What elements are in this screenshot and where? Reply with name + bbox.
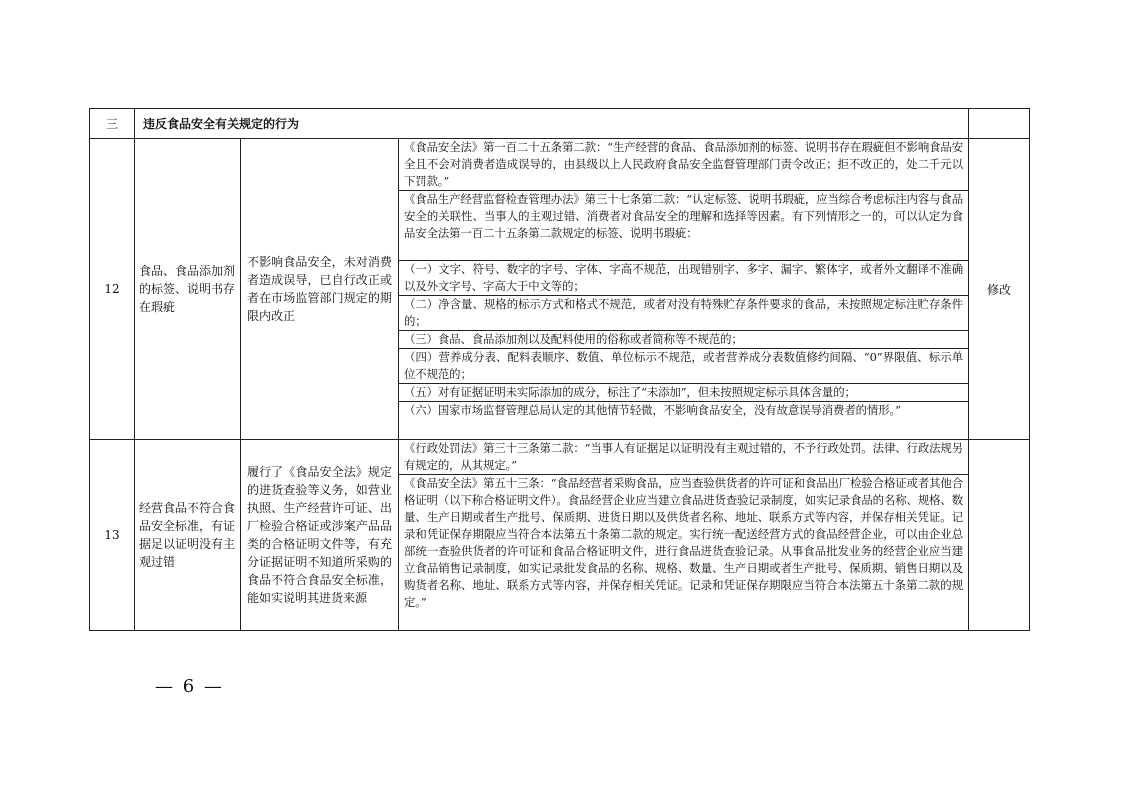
regulation-table <box>89 108 1030 631</box>
exemption-condition: 履行了《食品安全法》规定的进货查验等义务，如营业执照、生产经营许可证、出厂检验合格证或涉案产品品类的合格证明文件等，有充分证据证明不知道所采购的食品不符合食品安全标准，能如实说明其进货来源 <box>241 440 399 631</box>
section-header-row <box>90 109 1030 139</box>
operation-cell: 修改 <box>969 139 1030 440</box>
violation-act: 食品、食品添加剂的标签、说明书存在瑕疵 <box>135 139 241 440</box>
row-number: 12 <box>90 139 135 440</box>
section-op-cell <box>969 109 1030 139</box>
table-row <box>90 440 1030 631</box>
legal-basis-item: 《食品安全法》第一百二十五条第二款：“生产经营的食品、食品添加剂的标签、说明书存在瑕疵但不影响食品安全且不会对消费者造成误导的，由县级以上人民政府食品安全监督管理部门责令改正；拒不改正的，处二千元以下罚款。” <box>399 139 968 191</box>
legal-basis-item: （一）文字、符号、数字的字号、字体、字高不规范，出现错别字、多字、漏字、繁体字，或者外文翻译不准确以及外文字号、字高大于中文等的； <box>399 261 968 296</box>
legal-basis-cell <box>399 440 969 631</box>
table-row <box>90 139 1030 440</box>
row-number: 13 <box>90 440 135 631</box>
page-number: — 6 — <box>155 676 224 697</box>
legal-basis-item: 《食品生产经营监督检查管理办法》第三十七条第二款：“认定标签、说明书瑕疵，应当综合考虑标注内容与食品安全的关联性、当事人的主观过错、消费者对食品安全的理解和选择等因素。有下列情形之一的，可以认定为食品安全法第一百二十五条第二款规定的标签、说明书瑕疵： <box>399 191 968 261</box>
legal-basis-item: 《食品安全法》第五十三条：“食品经营者采购食品，应当查验供货者的许可证和食品出厂检验合格证或者其他合格证明（以下称合格证明文件）。食品经营企业应当建立食品进货查验记录制度，如实记录食品的名称、规格、数量、生产日期或者生产批号、保质期、进货日期以及供货者名称、地址、联系方式等内容，并保存相关凭证。记录和凭证保存期限应当符合本法第五十条第二款的规定。实行统一配送经营方式的食品经营企业，可以由企业总部统一查验供货者的许可证和食品合格证明文件，进行食品进货查验记录。从事食品批发业务的经营企业应当建立食品销售记录制度，如实记录批发食品的名称、规格、数量、生产日期或者生产批号、保质期、销售日期以及购货者名称、地址、联系方式等内容，并保存相关凭证。记录和凭证保存期限应当符合本法第五十条第二款的规定。” <box>404 476 964 609</box>
violation-act: 经营食品不符合食品安全标准，有证据足以证明没有主观过错 <box>135 440 241 631</box>
legal-basis-cell <box>399 139 969 440</box>
legal-basis-item: （三）食品、食品添加剂以及配料使用的俗称或者简称等不规范的； <box>399 331 968 349</box>
legal-basis-item: （二）净含量、规格的标示方式和格式不规范，或者对没有特殊贮存条件要求的食品，未按照规定标注贮存条件的； <box>399 296 968 331</box>
legal-basis-item: （六）国家市场监督管理总局认定的其他情节轻微，不影响食品安全，没有故意误导消费者的情形。” <box>404 403 901 417</box>
legal-basis-item: （四）营养成分表、配料表顺序、数值、单位标示不规范，或者营养成分表数值修约间隔、“0”界限值、标示单位不规范的； <box>399 349 968 384</box>
section-title: 违反食品安全有关规定的行为 <box>135 109 969 139</box>
exemption-condition: 不影响食品安全，未对消费者造成误导，已自行改正或者在市场监管部门规定的期限内改正 <box>241 139 399 440</box>
section-number: 三 <box>90 109 135 139</box>
operation-cell <box>969 440 1030 631</box>
legal-basis-item: 《行政处罚法》第三十三条第二款：“当事人有证据足以证明没有主观过错的，不予行政处罚。法律、行政法规另有规定的，从其规定。” <box>399 440 968 475</box>
legal-basis-item: （五）对有证据证明未实际添加的成分，标注了“未添加”，但未按照规定标示具体含量的； <box>399 384 968 402</box>
